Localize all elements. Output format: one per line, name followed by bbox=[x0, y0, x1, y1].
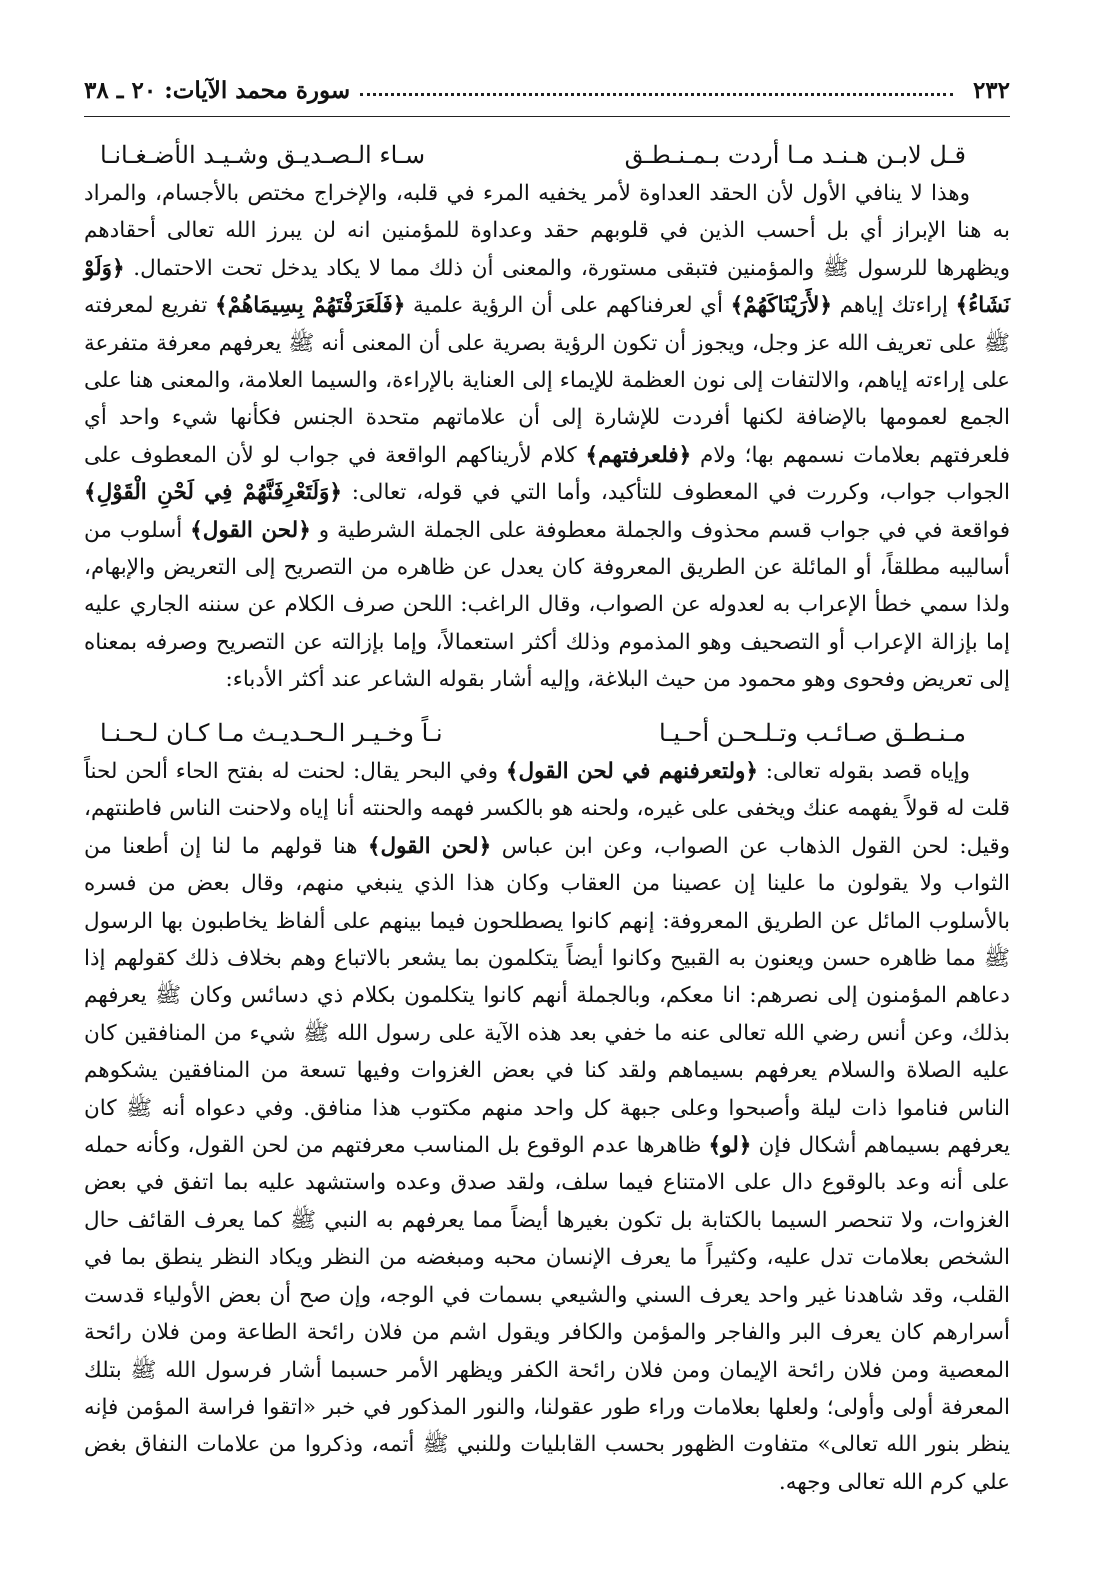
verse-2-second-hemistich: نـاً وخـيـر الـحـديـث مـا كـان لـحـنـا bbox=[100, 719, 443, 747]
text-run: أسلوب من أساليبه مطلقاً، أو المائلة عن الطريق المعروفة كان يعدل عن ظاهره من التصريح إلى التعريض والإبهام، ولذا سمي خطأ الإعراب به لعدوله عن الصواب، وقال الراغب: اللحن صرف الكلام عن سننه الجاري عليه إما بإزالة الإعراب أو التصحيف وهو المذموم وذلك أكثر استعمالاً، وإما بإزالته عن التصريح وصرفه بمعناه إلى تعريض وفحوى وهو محمود من حيث البلاغة، وإليه أشار بقوله الشاعر عند أكثر الأدباء: bbox=[84, 517, 1010, 693]
header-title: سورة محمد الآيات: ٢٠ ـ ٣٨ bbox=[84, 76, 351, 104]
quran-quote: ﴿لحن القول﴾ bbox=[190, 517, 311, 543]
quran-quote: ﴿ولتعرفنهم في لحن القول﴾ bbox=[505, 759, 759, 784]
header-rule bbox=[84, 116, 1010, 117]
verse-1-first-hemistich: قـل لابـن هـنـد مـا أردت بـمـنـطـق bbox=[624, 141, 966, 169]
text-run: تفريع لمعرفته ﷺ على تعريف الله عز وجل، ويجوز أن تكون الرؤية بصرية على أن المعنى أنه ﷺ يعرفهم معرفة متفرعة على إراءته إياهم، والالتفات إلى نون العظمة للإيماء إلى العناية بالإراءة، والسيما العلامة، والمعنى هنا على الجمع لعمومها بالإضافة لكنها أفردت للإشارة إلى أن علاماتهم متحدة الجنس فكأنها شيء واحد أي فلعرفتهم بعلامات نسمهم بها؛ ولام bbox=[84, 293, 1010, 468]
quran-quote: ﴿لأَرَيْنَاكَهُمْ﴾ bbox=[730, 293, 832, 319]
quran-quote: ﴿وَلَتَعْرِفَنَّهُمْ فِي لَحْنِ الْقَوْلِ﴾ bbox=[84, 480, 343, 506]
text-run: كلام لأريناكهم الواقعة في جواب لو لأن المعطوف على الجواب جواب، وكررت في المعطوف للتأكيد، وأما التي في قوله، تعالى: bbox=[84, 442, 1010, 506]
quran-quote: ﴿فَلَعَرَفْتَهُمْ بِسِيمَاهُمْ﴾ bbox=[214, 293, 406, 319]
text-run: ظاهرها عدم الوقوع بل المناسب معرفتهم من لحن القول، وكأنه حمله على أنه وعد بالوقوع دال على الامتناع فيما سلف، ولقد صدق وعده واستشهد عليه بما اتفق في بعض الغزوات، ولا تنحصر السيما بالكتابة بل تكون بغيرها أيضاً مما يعرفهم به النبي ﷺ كما يعرف القائف حال الشخص بعلامات تدل عليه، وكثيراً ما يعرف الإنسان محبه ومبغضه من النظر ويكاد النظر ينطق بما في القلب، وقد شاهدنا غير واحد يعرف السني والشيعي بسمات في الوجه، وإن صح أن بعض الأولياء قدست أسرارهم كان يعرف البر والفاجر والمؤمن والكافر ويقول اشم من فلان رائحة الطاعة ومن فلان رائحة المعصية ومن فلان رائحة الإيمان ومن فلان رائحة الكفر ويظهر الأمر حسبما أشار فرسول الله ﷺ بتلك المعرفة أولى وأولى؛ ولعلها بعلامات وراء طور عقولنا، والنور المذكور في خبر «اتقوا فراسة المؤمن فإنه ينظر بنور الله تعالى» متفاوت الظهور بحسب القابليات وللنبي ﷺ أتمه، وذكروا من علامات النفاق بغض علي كرم الله تعالى وجهه. bbox=[84, 1133, 1010, 1495]
quran-quote: ﴿فلعرفتهم﴾ bbox=[585, 442, 692, 468]
text-run: إراءتك إياهم bbox=[831, 293, 956, 319]
text-run: أي لعرفناكهم على أن الرؤية علمية bbox=[405, 293, 731, 319]
text-run: فواقعة في في جواب قسم محذوف والجملة معطوفة على الجملة الشرطية و bbox=[310, 517, 1010, 543]
page-number: ٢٣٢ bbox=[972, 76, 1010, 104]
verse-1-second-hemistich: سـاء الـصـديـق وشـيـد الأضـغـانـا bbox=[100, 141, 426, 169]
commentary-paragraph-2 bbox=[84, 753, 1010, 1501]
quran-quote: ﴿لو﴾ bbox=[708, 1133, 752, 1159]
poetry-verse-1 bbox=[100, 135, 966, 175]
text-run: وإياه قصد بقوله تعالى: bbox=[758, 759, 970, 784]
verse-2-first-hemistich: مـنـطـق صـائـب وتـلـحـن أحـيـا bbox=[659, 719, 966, 747]
commentary-paragraph-1 bbox=[84, 175, 1010, 699]
running-header bbox=[84, 70, 1010, 110]
text-run: هنا قولهم ما لنا إن أطعنا من الثواب ولا يقولون ما علينا إن عصينا من العقاب وكان هذا الذي ينبغي منهم، وقال بعض من فسره بالأسلوب المائل عن الطريق المعروفة: إنهم كانوا يصطلحون فيما بينهم على ألفاظ يخاطبون بها الرسول ﷺ مما ظاهره حسن ويعنون به القبيح وكانوا أيضاً يتكلمون بما يشعر بالاتباع وهم بخلاف ذلك كقولهم إذا دعاهم المؤمنون إلى نصرهم: انا معكم، وبالجملة أنهم كانوا يتكلمون بكلام ذي دسائس وكان ﷺ يعرفهم بذلك، وعن أنس رضي الله تعالى عنه ما خفي بعد هذه الآية على رسول الله ﷺ شيء من المنافقين كان عليه الصلاة والسلام يعرفهم بسيماهم ولقد كنا في بعض الغزوات وفيها تسعة من المنافقين يشكوهم الناس فناموا ذات ليلة وأصبحوا وعلى جبهة كل واحد منهم مكتوب هذا منافق. وفي دعواه أنه ﷺ كان يعرفهم بسيماهم أشكال فإن bbox=[84, 833, 1011, 1159]
quran-quote: ﴿وَلَوْ نَشَاءُ﴾ bbox=[84, 255, 1011, 319]
text-run: وهذا لا ينافي الأول لأن الحقد العداوة لأمر يخفيه المرء في قلبه، والإخراج مختص بالأجسام، والمراد به هنا الإبراز أي بل أحسب الذين في قلوبهم حقد وعداوة للمؤمنين انه لن يبرز الله تعالى أحقادهم ويظهرها للرسول ﷺ والمؤمنين فتبقى مستورة، والمعنى أن ذلك مما لا يكاد يدخل تحت الاحتمال. bbox=[84, 181, 1010, 281]
quran-quote: ﴿لحن القول﴾ bbox=[367, 833, 492, 859]
text-run: وفي البحر يقال: لحنت له بفتح الحاء ألحن لحناً قلت له قولاً يفهمه عنك ويخفى على غيره، ولحنه هو بالكسر فهمه والحنته أنا إياه ولاحنت الناس فاطنتهم، وقيل: لحن القول الذهاب عن الصواب، وعن ابن عباس bbox=[84, 759, 1011, 859]
header-dot-leader bbox=[360, 93, 953, 96]
poetry-verse-2 bbox=[100, 713, 966, 753]
